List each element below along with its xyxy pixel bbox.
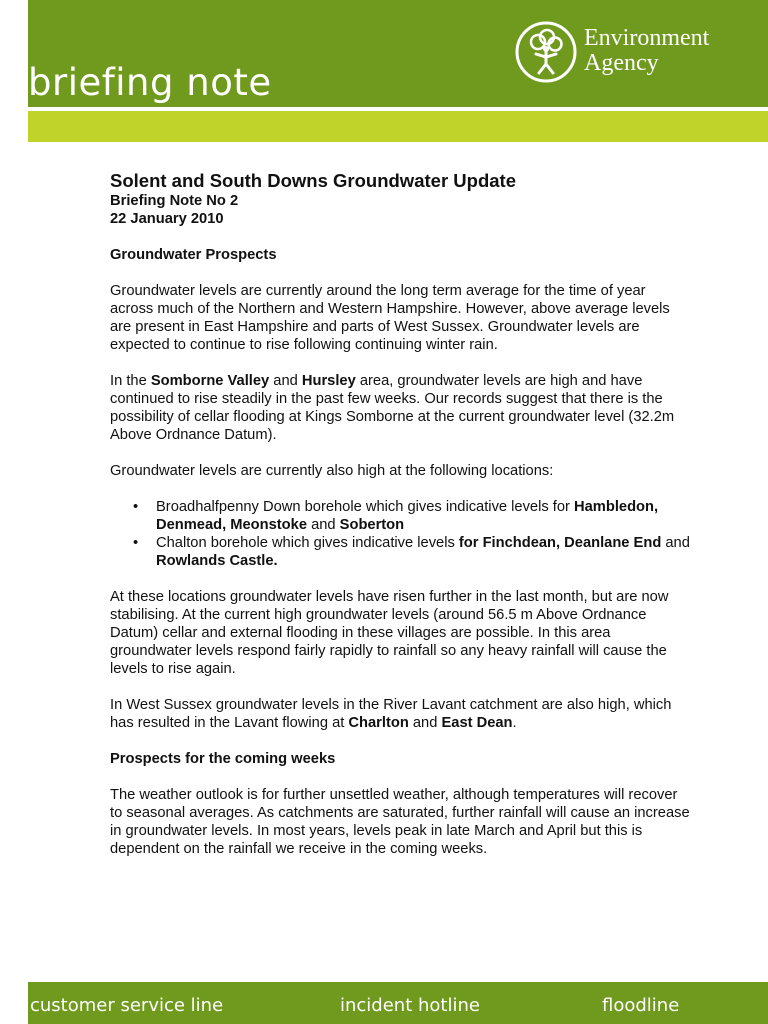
place-soberton: Soberton	[339, 517, 405, 533]
document-body	[110, 170, 690, 858]
text-run: and	[307, 517, 340, 533]
list-item	[133, 498, 690, 534]
header-title: briefing note	[28, 61, 272, 104]
paragraph-locations-intro: Groundwater levels are currently also high at the following locations:	[110, 463, 554, 479]
briefing-note-number: Briefing Note No 2	[110, 193, 239, 209]
paragraph-somborne-hursley	[110, 372, 690, 444]
text-run: In West Sussex groundwater levels in the River Lavant catchment are also high, which has resulted in the Lavant flowing at	[110, 697, 672, 731]
tree-person-icon	[514, 20, 578, 84]
document-title: Solent and South Downs Groundwater Update	[110, 170, 516, 191]
paragraph-stabilising: At these locations groundwater levels have risen further in the last month, but are now stabilising. At the current high groundwater levels (around 56.5 m Above Ordnance Datum) cellar and external flooding in these villages are possible. In this area groundwater levels respond fairly rapidly to rainfall so any heavy rainfall will cause the levels to rise again.	[110, 589, 669, 677]
text-run: and	[408, 715, 442, 731]
logo-line-2: Agency	[584, 50, 659, 76]
place-list: Hambledon, Denmead, Meonstoke	[156, 499, 659, 533]
document-date: 22 January 2010	[110, 211, 224, 227]
footer-banner	[28, 982, 768, 1024]
text-run: Broadhalfpenny Down borehole which gives indicative levels for	[156, 499, 575, 515]
list-item	[133, 534, 690, 570]
text-run: .	[512, 715, 517, 731]
text-run: Chalton borehole which gives indicative levels	[156, 535, 459, 551]
place-somborne-valley: Somborne Valley	[150, 373, 270, 389]
section-heading-groundwater-prospects: Groundwater Prospects	[110, 247, 277, 263]
footer-incident-hotline: incident hotline	[340, 995, 480, 1016]
text-run: and	[269, 373, 302, 389]
place-east-dean: East Dean	[441, 715, 513, 731]
place-hursley: Hursley	[301, 373, 356, 389]
text-run: and	[661, 535, 690, 551]
paragraph-weather-outlook: The weather outlook is for further unsettled weather, although temperatures will recover to seasonal averages. As catchments are saturated, further rainfall will cause an increase in groundwater levels. In most years, levels peak in late March and April but this is dependent on the rainfall we receive in the coming weeks.	[110, 787, 690, 857]
locations-list	[110, 498, 690, 570]
logo-wordmark	[584, 26, 709, 76]
bullet-icon: •	[133, 535, 139, 551]
place-rowlands-castle: Rowlands Castle.	[156, 553, 278, 569]
place-list: for Finchdean, Deanlane End	[458, 535, 662, 551]
text-run: area, groundwater levels are high and have continued to rise steadily in the past few weeks. Our records suggest that there is the possibility of cellar flooding at Kings Somborne at the current groundwater level (32.2m Above Ordnance Datum).	[110, 373, 675, 443]
paragraph-overview: Groundwater levels are currently around the long term average for the time of year across much of the Northern and Western Hampshire. However, above average levels are present in East Hampshire and parts of West Sussex. Groundwater levels are expected to continue to rise following continuing winter rain.	[110, 283, 670, 353]
logo-line-1: Environment	[584, 25, 710, 51]
environment-agency-logo	[514, 20, 754, 84]
header-accent-strip	[28, 111, 768, 142]
bullet-icon: •	[133, 499, 139, 515]
paragraph-west-sussex	[110, 696, 690, 732]
footer-customer-service-line: customer service line	[30, 995, 224, 1016]
footer-floodline: floodline	[602, 995, 680, 1016]
place-charlton: Charlton	[348, 715, 409, 731]
text-run: In the	[110, 373, 151, 389]
section-heading-coming-weeks: Prospects for the coming weeks	[110, 751, 336, 767]
